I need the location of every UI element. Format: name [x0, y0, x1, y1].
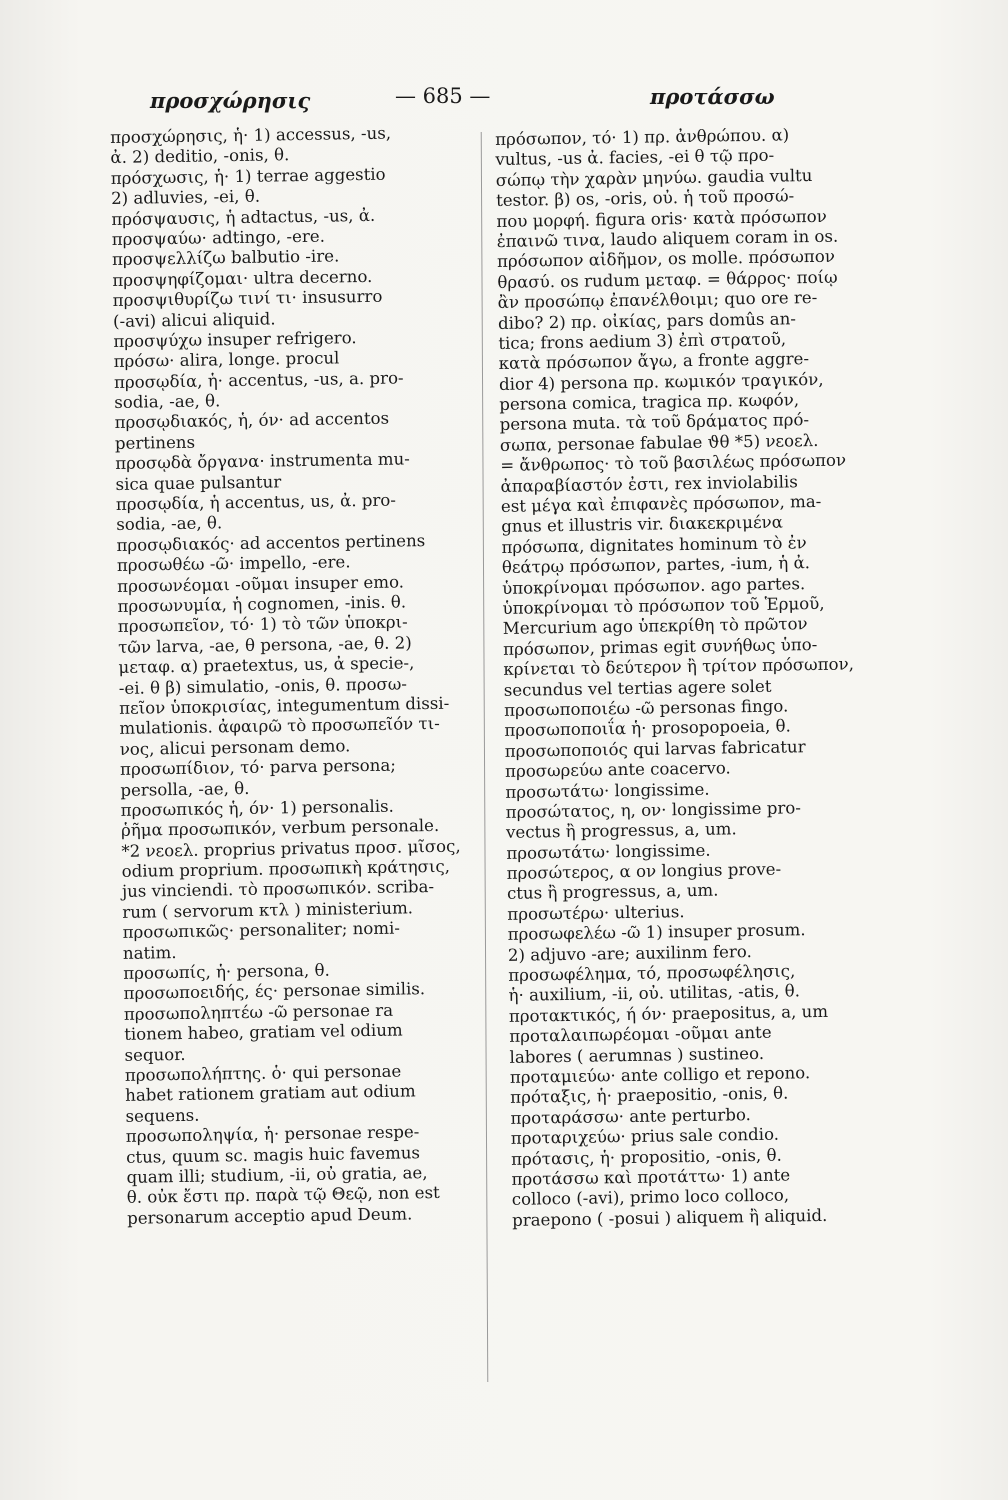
- text-line: προσωπικός ἡ, όν· 1) personalis.: [120, 796, 394, 820]
- text-line: πρόσωπον αἰδῆμον, os molle. πρόσωπον: [496, 247, 835, 272]
- text-line: προσωθέω -ῶ· impello, -ere.: [116, 552, 351, 576]
- text-line: κρίνεται τὸ δεύτερον ἢ τρίτον πρόσωπον,: [503, 654, 855, 680]
- text-line: jus vinciendi. τὸ προσωπικόν. scriba-: [121, 877, 435, 902]
- text-line: πρόσω· alira, longe. procul: [113, 348, 340, 372]
- text-line: persona muta. τὰ τοῦ δράματος πρό-: [499, 410, 810, 435]
- text-line: προσωποποιός qui larvas fabricatur: [504, 736, 806, 761]
- header-left-keyword: προσχώρησις: [150, 88, 311, 113]
- text-line: προσψύχω insuper refrigero.: [113, 328, 357, 351]
- text-line: ctus, quum sc. magis huic favemus: [126, 1142, 421, 1167]
- text-line: ὑποκρίνομαι πρόσωπον. ago partes.: [502, 573, 806, 598]
- text-line: vultus, -us ἀ. facies, -ei θ τῷ προ-: [495, 146, 775, 170]
- text-line: tionem habeo, gratiam vel odium: [124, 1020, 403, 1045]
- text-line: προσώτατος, η, ον· longissime pro-: [505, 798, 802, 822]
- text-line: natim.: [122, 942, 177, 963]
- text-line: colloco (-avi), primo loco colloco,: [511, 1185, 790, 1210]
- text-line: pertinens: [114, 432, 196, 453]
- header-right-keyword: προτάσσω: [650, 84, 775, 109]
- text-line: προσῳδιακός· ad accentos pertinens: [116, 530, 426, 555]
- text-line: προσωπίς, ἡ· persona, θ.: [123, 960, 330, 983]
- text-line: προσωφέλημα, τό, προσωφέλησις,: [508, 961, 796, 985]
- text-line: = ἄνθρωπος· τὸ τοῦ βασιλέως πρόσωπον: [500, 450, 847, 476]
- text-line: προσωποληψία, ἡ· personae respe-: [125, 1122, 420, 1147]
- text-line: που μορφή. figura oris· κατὰ πρόσωπον: [496, 206, 827, 231]
- text-line: πεῖον ὑποκρισίας, integumentum dissi-: [118, 693, 450, 718]
- text-line: πρόσωπα, dignitates hominum τὸ ἐν: [501, 532, 807, 557]
- text-line: 2) adluvies, -ei, θ.: [110, 186, 261, 209]
- text-line: μεταφ. α) praetextus, us, ἀ specie-,: [118, 653, 415, 678]
- text-line: praepono ( -posui ) aliquem ἢ aliquid.: [511, 1205, 828, 1230]
- left-column: [110, 122, 499, 1229]
- text-line: προσωποειδής, ές· personae similis.: [123, 979, 426, 1004]
- text-line: προτακτικός, ή όν· praepositus, a, um: [508, 1001, 829, 1026]
- text-line: προσωπολήπτης. ὁ· qui personae: [124, 1061, 402, 1085]
- text-line: προσωπεῖον, τό· 1) τὸ τῶν ὑποκρι-: [117, 612, 408, 637]
- text-line: ἂν προσώπῳ ἐπανέλθοιμι; quo ore re-: [497, 288, 818, 313]
- text-line: sequens.: [125, 1105, 200, 1126]
- text-line: πρότασις, ἡ· propositio, -onis, θ.: [511, 1145, 782, 1169]
- text-line: rum ( servorum κτλ ) ministerium.: [122, 898, 414, 922]
- text-line: odium proprium. προσωπικὴ κράτησις,: [121, 856, 451, 881]
- text-line: sica quae pulsantur: [115, 471, 282, 494]
- text-line: προσωτέρω· ulterius.: [507, 901, 685, 924]
- text-line: προσωφελέω -ῶ 1) insuper prosum.: [507, 920, 806, 945]
- text-line: προσωνέομαι -οῦμαι insuper emo.: [117, 572, 405, 596]
- text-line: θεάτρῳ πρόσωπον, partes, -ium, ἡ ἀ.: [501, 553, 811, 578]
- text-line: θρασύ. os rudum μεταφ. = θάρρος· ποίῳ: [497, 267, 838, 292]
- text-line: persolla, -ae, θ.: [120, 778, 250, 800]
- text-line: ἀπαραβίαστόν ἐστι, rex inviolabilis: [500, 471, 798, 496]
- text-line: ὑποκρίνομαι τὸ πρόσωπον τοῦ Ἑρμοῦ,: [502, 593, 825, 618]
- text-line: sodia, -ae, θ.: [114, 391, 221, 413]
- text-line: testor. β) os, -oris, οὐ. ἡ τοῦ προσώ-: [495, 186, 795, 211]
- page-number: — 685 —: [395, 84, 491, 108]
- text-line: labores ( aerumnas ) sustineo.: [509, 1043, 765, 1067]
- text-line: gnus et illustris vir. διακεκριμένα: [501, 512, 784, 537]
- text-line: προταλαιπωρέομαι -οῦμαι ante: [509, 1022, 772, 1047]
- text-line: sodia, -ae, θ.: [116, 513, 223, 535]
- text-line: νος, alicui personam demo.: [119, 736, 351, 759]
- text-line: σωπα, personae fabulae ϑθ *5) νεοελ.: [499, 430, 819, 455]
- text-line: *2 νεοελ. proprius privatus προσ. μῖσος,: [121, 836, 461, 861]
- text-line: mulationis. ἀφαιρῶ τὸ προσωπεῖόν τι-: [119, 714, 440, 739]
- text-line: est μέγα καὶ ἐπιφανὲς πρόσωπον, ma-: [500, 491, 822, 516]
- text-line: κατὰ πρόσωπον ἄγω, a fronte aggre-: [498, 349, 810, 374]
- text-line: (-avi) alicui aliquid.: [112, 308, 276, 331]
- text-line: προσψελλίζω balbutio -ire.: [111, 246, 340, 270]
- text-line: πρόσωπον, primas egit συνήθως ὑπο-: [503, 634, 818, 659]
- text-line: vectus ἢ progressus, a, um.: [505, 819, 737, 843]
- text-line: προτάσσω καὶ προτάττω· 1) ante: [511, 1165, 791, 1189]
- text-line: πρόσψαυσις, ἡ adtactus, -us, ἀ.: [111, 205, 376, 229]
- text-line: secundus vel tertias agere solet: [503, 676, 772, 700]
- text-line: προσώτερος, α ον longius prove-: [506, 859, 782, 883]
- text-line: προσῳδία, ἡ accentus, us, ἀ. pro-: [115, 490, 397, 514]
- text-line: προσῳδὰ ὄργανα· instrumenta mu-: [115, 449, 410, 474]
- text-line: προσωτάτω· longissime.: [506, 840, 711, 863]
- page-header: [150, 84, 910, 124]
- text-line: habet rationem gratiam aut odium: [125, 1081, 416, 1106]
- text-line: dibo? 2) πρ. οἰκίας, pars domûs an-: [497, 308, 797, 333]
- text-line: ctus ἢ progressus, a, um.: [506, 881, 719, 904]
- text-line: persona comica, tragica πρ. κωφόν,: [499, 390, 800, 415]
- text-line: προσψαύω· adtingo, -ere.: [111, 226, 326, 249]
- text-line: sequor.: [124, 1044, 186, 1065]
- text-line: tica; frons aedium 3) ἐπὶ στρατοῦ,: [498, 329, 787, 353]
- text-line: προσῳδιακός, ἡ, όν· ad accentos: [114, 409, 390, 433]
- text-line: προσψιθυρίζω τινί τι· insusurro: [112, 286, 383, 311]
- text-line: πρόταξις, ἡ· praepositio, -onis, θ.: [510, 1083, 789, 1108]
- text-line: προσωτάτω· longissime.: [505, 779, 710, 802]
- text-line: πρόσχωσις, ἡ· 1) terrae aggestio: [110, 164, 386, 188]
- text-line: προσωπίδιον, τό· parva persona;: [119, 755, 397, 780]
- right-column: [495, 124, 912, 1231]
- text-line: τῶν larva, -ae, θ persona, -ae, θ. 2): [118, 633, 412, 657]
- text-line: προσωνυμία, ἡ cognomen, -inis. θ.: [117, 592, 407, 616]
- text-line: σώπῳ τὴν χαρὰν μηνύω. gaudia vultu: [495, 165, 813, 190]
- text-line: dior 4) persona πρ. κωμικόν τραγικόν,: [498, 369, 824, 394]
- text-line: Mercurium ago ὑπεκρίθη τὸ πρῶτον: [502, 614, 808, 639]
- text-line: προσωρεύω ante coacervo.: [504, 758, 731, 782]
- text-line: personarum acceptio apud Deum.: [126, 1204, 413, 1228]
- text-line: -ei. θ β) simulatio, -onis, θ. προσω-: [118, 673, 408, 698]
- text-line: ἐπαινῶ τινα, laudo aliquem coram in os.: [496, 226, 839, 251]
- text-line: προσψηφίζομαι· ultra decerno.: [112, 266, 373, 290]
- text-line: θ. οὐκ ἔστι πρ. παρὰ τῷ Θεῷ, non est: [126, 1183, 440, 1208]
- text-line: προσωποποιέω -ῶ personas fingo.: [503, 696, 789, 720]
- text-line: προταριχεύω· prius sale condio.: [510, 1124, 780, 1149]
- text-line: προσῳδία, ἡ· accentus, -us, a. pro-: [113, 368, 404, 392]
- text-line: προταμιεύω· ante colligo et repono.: [509, 1063, 811, 1087]
- text-line: quam illi; studium, -ii, οὐ gratia, ae,: [126, 1163, 428, 1187]
- text-line: προταράσσω· ante perturbo.: [510, 1104, 751, 1128]
- text-line: προσχώρησις, ἡ· 1) accessus, -us,: [110, 123, 392, 147]
- text-line: πρόσωπον, τό· 1) πρ. ἀνθρώπου. α): [495, 125, 790, 149]
- text-line: ἡ· auxilium, -ii, οὐ. utilitas, -atis, θ.: [508, 981, 801, 1006]
- text-line: ῥῆμα προσωπικόν, verbum personale.: [120, 816, 440, 841]
- text-line: ἀ. 2) deditio, -onis, θ.: [110, 145, 290, 168]
- text-line: προσωποληπτέω -ῶ personae ra: [123, 1000, 394, 1024]
- text-line: προσωπικῶς· personaliter; nomi-: [122, 918, 401, 943]
- text-line: προσωποποιΐα ἡ· prosopopoeia, θ.: [504, 716, 791, 741]
- text-line: 2) adjuvo -are; auxilinm fero.: [507, 941, 752, 965]
